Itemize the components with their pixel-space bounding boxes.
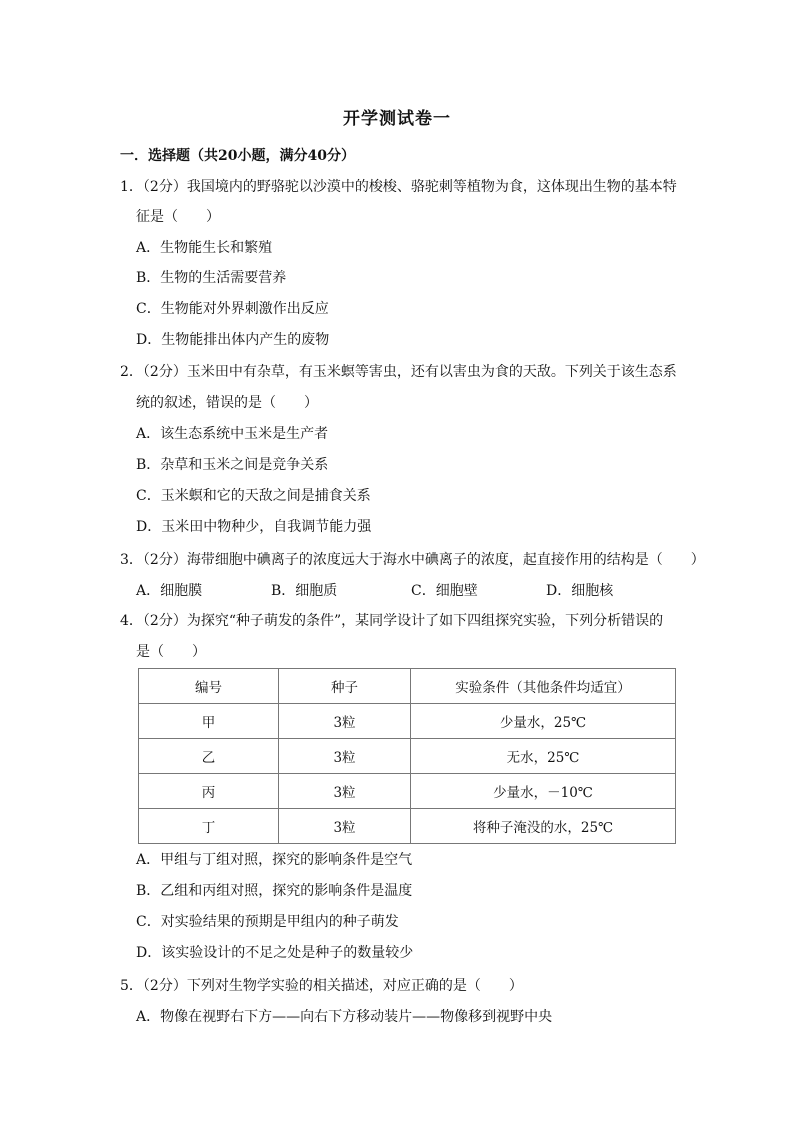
table-header-cell: 种子: [279, 669, 411, 704]
q3-option-c: C．细胞壁: [411, 583, 478, 599]
table-cell: 丙: [139, 774, 279, 809]
q1-option-d: D．生物能排出体内产生的废物: [136, 332, 330, 348]
experiment-table: [138, 668, 676, 844]
q5-option-a: A．物像在视野右下方——向右下方移动装片——物像移到视野中央: [136, 1009, 553, 1025]
question-5-stem: 5．（2分）下列对生物学实验的相关描述，对应正确的是（ ）: [120, 978, 523, 994]
q4-option-d: D．该实验设计的不足之处是种子的数量较少: [136, 945, 414, 961]
table-row: [139, 774, 676, 809]
table-cell: 乙: [139, 739, 279, 774]
table-cell: 3粒: [279, 739, 411, 774]
table-cell: 3粒: [279, 809, 411, 844]
q4-option-b: B．乙组和丙组对照，探究的影响条件是温度: [136, 883, 413, 899]
q1-option-a: A．生物能生长和繁殖: [136, 240, 273, 256]
table-cell: 将种子淹没的水，25℃: [411, 809, 676, 844]
q2-option-a: A．该生态系统中玉米是生产者: [136, 426, 329, 442]
table-cell: 3粒: [279, 774, 411, 809]
table-cell: 3粒: [279, 704, 411, 739]
q4-option-a: A．甲组与丁组对照，探究的影响条件是空气: [136, 852, 413, 868]
q2-option-d: D．玉米田中物种少，自我调节能力强: [136, 519, 372, 535]
table-row: [139, 704, 676, 739]
table-row: [139, 809, 676, 844]
question-4-stem-cont: 是（ ）: [136, 644, 206, 660]
question-1-stem-cont: 征是（ ）: [136, 209, 220, 225]
q4-option-c: C．对实验结果的预期是甲组内的种子萌发: [136, 914, 399, 930]
q2-option-b: B．杂草和玉米之间是竞争关系: [136, 457, 329, 473]
table-header-row: [139, 669, 676, 704]
question-2-stem-cont: 统的叙述，错误的是（ ）: [136, 395, 318, 411]
question-2-stem: 2．（2分）玉米田中有杂草，有玉米螟等害虫，还有以害虫为食的天敌。下列关于该生态系: [120, 364, 677, 380]
table-cell: 丁: [139, 809, 279, 844]
question-1-stem: 1．（2分）我国境内的野骆驼以沙漠中的梭梭、骆驼刺等植物为食，这体现出生物的基本特: [120, 179, 677, 195]
table-cell: 无水，25℃: [411, 739, 676, 774]
table-cell: 少量水，25℃: [411, 704, 676, 739]
q3-option-b: B．细胞质: [271, 583, 338, 599]
page-title: 开学测试卷一: [343, 109, 451, 129]
table-cell: 甲: [139, 704, 279, 739]
q1-option-b: B．生物的生活需要营养: [136, 270, 287, 286]
table-row: [139, 739, 676, 774]
question-4-stem: 4．（2分）为探究“种子萌发的条件”，某同学设计了如下四组探究实验，下列分析错误的: [120, 613, 664, 629]
section-heading: 一．选择题（共20小题，满分40分）: [120, 148, 355, 164]
q3-option-a: A．细胞膜: [136, 583, 203, 599]
table-cell: 少量水，－10℃: [411, 774, 676, 809]
table-header-cell: 实验条件（其他条件均适宜）: [411, 669, 676, 704]
q3-option-d: D．细胞核: [546, 583, 614, 599]
q2-option-c: C．玉米螟和它的天敌之间是捕食关系: [136, 488, 371, 504]
q1-option-c: C．生物能对外界刺激作出反应: [136, 301, 329, 317]
table-header-cell: 编号: [139, 669, 279, 704]
question-3-stem: 3．（2分）海带细胞中碘离子的浓度远大于海水中碘离子的浓度，起直接作用的结构是（ ）: [120, 552, 705, 568]
